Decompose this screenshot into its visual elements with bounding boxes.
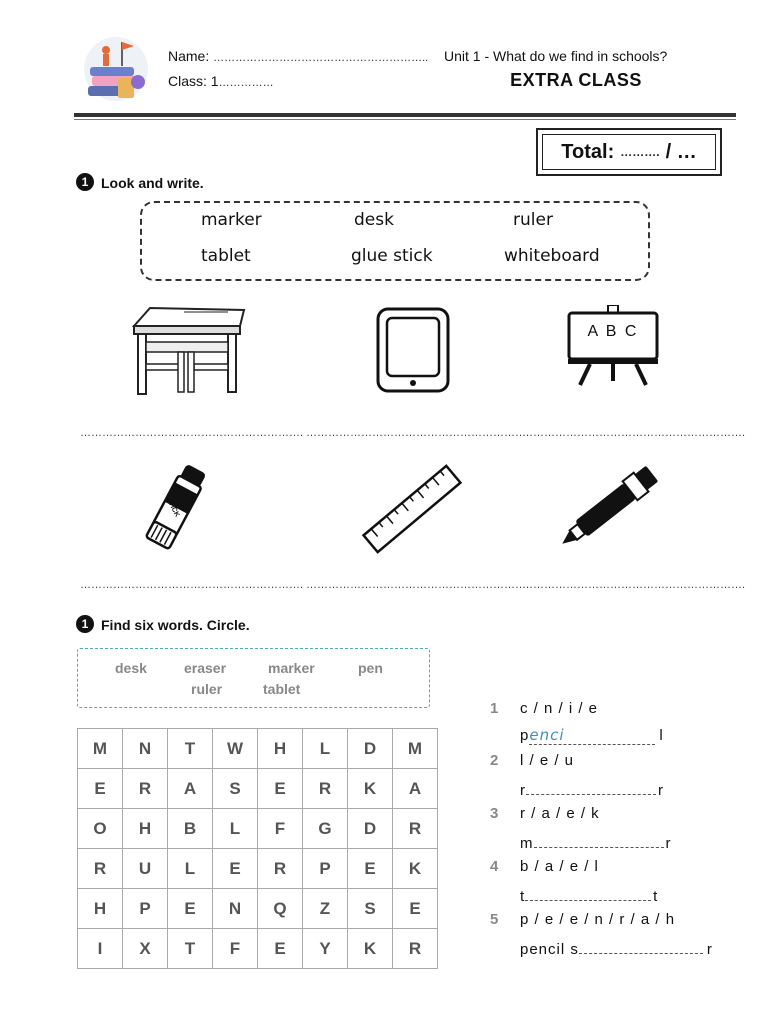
- total-dots: ……….: [620, 145, 660, 159]
- class-field[interactable]: [168, 73, 274, 89]
- answer-line-1[interactable]: …………………………………………………….: [80, 427, 304, 439]
- word-tablet: tablet: [201, 246, 251, 266]
- answer-row[interactable]: pencil s r: [520, 937, 713, 958]
- grid-letter[interactable]: L: [213, 809, 258, 849]
- grid-letter[interactable]: S: [213, 769, 258, 809]
- scrambled-letters: r / a / e / k: [520, 805, 600, 822]
- bank-word-marker: marker: [268, 660, 315, 676]
- total-box: [536, 128, 722, 176]
- answer-blank[interactable]: [529, 726, 655, 745]
- grid-letter[interactable]: X: [123, 929, 168, 969]
- answer-row[interactable]: penci l: [520, 726, 664, 744]
- question-number: 2: [490, 752, 499, 769]
- grid-letter[interactable]: Q: [258, 889, 303, 929]
- tablet-picture: [375, 306, 451, 394]
- grid-letter[interactable]: Y: [303, 929, 348, 969]
- word-whiteboard: whiteboard: [504, 246, 600, 266]
- grid-letter[interactable]: A: [393, 769, 438, 809]
- scrambled-letters: l / e / u: [520, 752, 575, 769]
- grid-letter[interactable]: D: [348, 729, 393, 769]
- answer-line-6[interactable]: …………………………………………………….: [522, 579, 746, 591]
- name-dots: …………………………………………………..: [213, 52, 429, 64]
- grid-letter[interactable]: K: [348, 769, 393, 809]
- grid-row: [78, 809, 438, 849]
- grid-letter[interactable]: E: [258, 769, 303, 809]
- scrambled-letters: c / n / i / e: [520, 700, 599, 717]
- grid-letter[interactable]: E: [393, 889, 438, 929]
- grid-letter[interactable]: M: [393, 729, 438, 769]
- grid-letter[interactable]: N: [213, 889, 258, 929]
- grid-row: [78, 729, 438, 769]
- grid-letter[interactable]: T: [168, 729, 213, 769]
- bank-word-ruler: ruler: [191, 681, 223, 697]
- grid-letter[interactable]: E: [168, 889, 213, 929]
- answer-blank[interactable]: [579, 937, 703, 954]
- question-number: 4: [490, 858, 499, 875]
- header-divider-thin: [74, 119, 736, 120]
- answer-line-3[interactable]: …………………………………………………….: [522, 427, 746, 439]
- word-ruler: ruler: [513, 210, 553, 230]
- grid-letter[interactable]: M: [78, 729, 123, 769]
- word-marker: marker: [201, 210, 262, 230]
- grid-letter[interactable]: L: [303, 729, 348, 769]
- word-search-grid: [77, 728, 438, 969]
- grid-letter[interactable]: R: [393, 929, 438, 969]
- unit-title: Unit 1 - What do we find in schools?: [444, 48, 668, 64]
- ruler-picture: [360, 460, 464, 558]
- grid-row: [78, 849, 438, 889]
- answer-row[interactable]: m r: [520, 831, 672, 852]
- grid-letter[interactable]: E: [258, 929, 303, 969]
- section2-title: Find six words. Circle.: [101, 617, 250, 633]
- grid-letter[interactable]: R: [303, 769, 348, 809]
- grid-letter[interactable]: K: [348, 929, 393, 969]
- section1-number: 1: [76, 173, 94, 191]
- page-subtitle: EXTRA CLASS: [510, 70, 642, 90]
- grid-letter[interactable]: H: [258, 729, 303, 769]
- answer-blank[interactable]: [525, 884, 651, 901]
- total-inner: [542, 134, 716, 170]
- unscramble-list: [490, 700, 730, 970]
- glue-stick-picture: [134, 462, 218, 558]
- grid-letter[interactable]: A: [168, 769, 213, 809]
- grid-letter[interactable]: W: [213, 729, 258, 769]
- total-label: Total:: [561, 140, 615, 163]
- answer-blank[interactable]: [534, 831, 664, 848]
- example-answer: enci: [529, 726, 565, 744]
- section1-title: Look and write.: [101, 175, 204, 191]
- grid-letter[interactable]: K: [393, 849, 438, 889]
- name-label: Name:: [168, 48, 210, 64]
- class-label: Class: 1: [168, 73, 219, 89]
- total-slash: / …: [665, 140, 697, 163]
- answer-blank[interactable]: [526, 778, 656, 795]
- grid-letter[interactable]: U: [123, 849, 168, 889]
- grid-letter[interactable]: N: [123, 729, 168, 769]
- answer-row[interactable]: t t: [520, 884, 658, 905]
- grid-letter[interactable]: T: [168, 929, 213, 969]
- grid-letter[interactable]: P: [123, 889, 168, 929]
- grid-letter[interactable]: B: [168, 809, 213, 849]
- word-glue-stick: glue stick: [351, 246, 433, 266]
- grid-letter[interactable]: P: [303, 849, 348, 889]
- bank-word-desk: desk: [115, 660, 147, 676]
- scrambled-letters: b / a / e / l: [520, 858, 599, 875]
- grid-letter[interactable]: G: [303, 809, 348, 849]
- grid-letter[interactable]: E: [348, 849, 393, 889]
- grid-row: [78, 889, 438, 929]
- bank-word-tablet: tablet: [263, 681, 301, 697]
- whiteboard-picture: [566, 305, 660, 387]
- grid-letter[interactable]: F: [258, 809, 303, 849]
- section2-number: 1: [76, 615, 94, 633]
- scrambled-letters: p / e / e / n / r / a / h: [520, 911, 676, 928]
- school-logo: [78, 36, 154, 102]
- grid-letter[interactable]: H: [123, 809, 168, 849]
- answer-line-2[interactable]: …………………………………………………….: [306, 427, 530, 439]
- grid-letter[interactable]: E: [78, 769, 123, 809]
- grid-letter[interactable]: R: [393, 809, 438, 849]
- glue-stick-label: STICK: [164, 496, 181, 519]
- grid-letter[interactable]: R: [123, 769, 168, 809]
- grid-letter[interactable]: R: [258, 849, 303, 889]
- grid-letter[interactable]: H: [78, 889, 123, 929]
- grid-letter[interactable]: D: [348, 809, 393, 849]
- answer-line-5[interactable]: …………………………………………………….: [306, 579, 530, 591]
- grid-letter[interactable]: L: [168, 849, 213, 889]
- marker-picture: [552, 462, 664, 554]
- search-word-bank: [77, 648, 430, 708]
- whiteboard-letters: A B C: [587, 323, 639, 340]
- bank-word-pen: pen: [358, 660, 383, 676]
- grid-row: [78, 769, 438, 809]
- grid-letter[interactable]: O: [78, 809, 123, 849]
- grid-letter[interactable]: E: [213, 849, 258, 889]
- word-desk: desk: [354, 210, 394, 230]
- question-number: 5: [490, 911, 499, 928]
- grid-row: [78, 929, 438, 969]
- grid-letter[interactable]: R: [78, 849, 123, 889]
- header-divider: [74, 113, 736, 117]
- question-number: 1: [490, 700, 499, 717]
- grid-letter[interactable]: S: [348, 889, 393, 929]
- grid-letter[interactable]: I: [78, 929, 123, 969]
- answer-row[interactable]: r r: [520, 778, 664, 799]
- grid-letter[interactable]: F: [213, 929, 258, 969]
- bank-word-eraser: eraser: [184, 660, 227, 676]
- desk-picture: [128, 304, 248, 398]
- answer-line-4[interactable]: …………………………………………………….: [80, 579, 304, 591]
- class-dots: ……………: [218, 77, 274, 89]
- grid-letter[interactable]: Z: [303, 889, 348, 929]
- question-number: 3: [490, 805, 499, 822]
- name-field[interactable]: [168, 48, 428, 64]
